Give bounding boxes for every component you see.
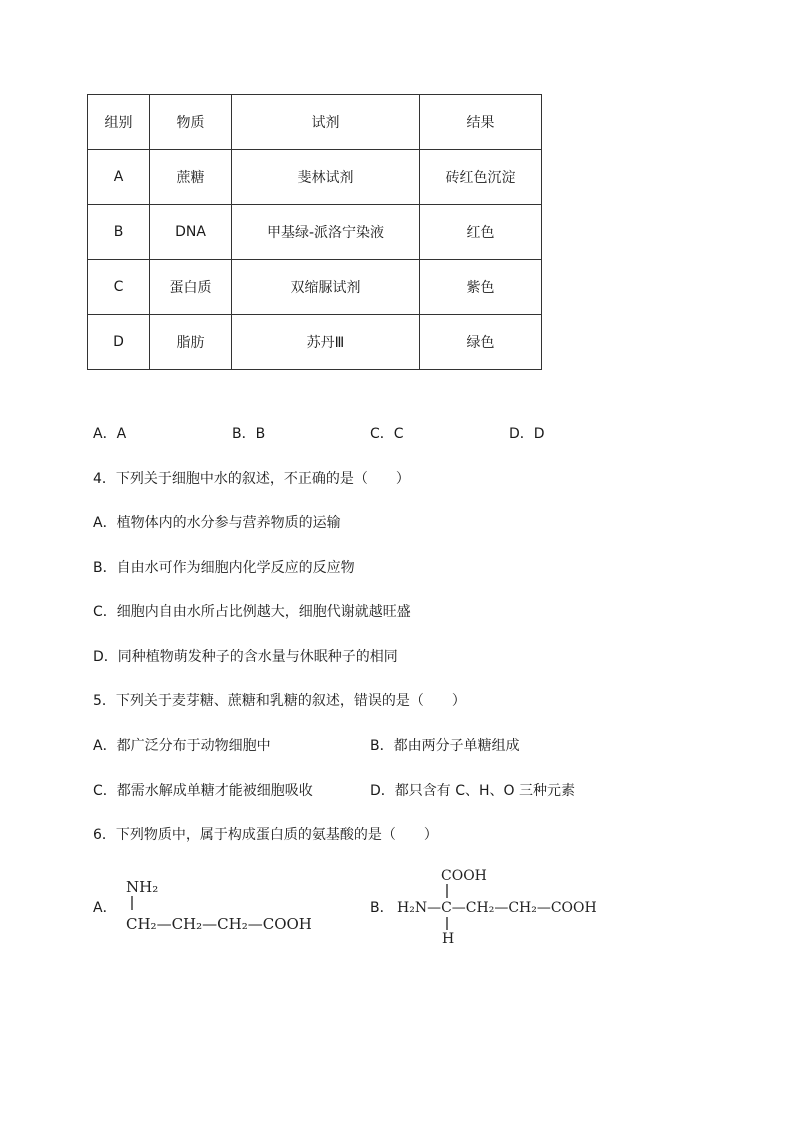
table-cell: DNA — [150, 205, 232, 260]
header-cell-substance: 物质 — [150, 95, 232, 150]
table-cell: 蔗糖 — [150, 150, 232, 205]
table-cell: 双缩脲试剂 — [232, 260, 420, 315]
formula-b — [395, 864, 610, 946]
experiment-table — [87, 94, 542, 370]
table-cell: 红色 — [420, 205, 542, 260]
table-row — [88, 205, 542, 260]
q5-option-c[interactable]: C．都需水解成单糖才能被细胞吸收 — [93, 783, 313, 799]
header-cell-result: 结果 — [420, 95, 542, 150]
q3-option-c[interactable]: C．C — [370, 426, 404, 442]
table-cell: 脂肪 — [150, 315, 232, 370]
table-header-row — [88, 95, 542, 150]
table-cell: C — [88, 260, 150, 315]
table-cell: 绿色 — [420, 315, 542, 370]
table-row — [88, 315, 542, 370]
table-cell: A — [88, 150, 150, 205]
q6-option-a-label[interactable]: A． — [93, 900, 117, 916]
q4-option-b[interactable]: B．自由水可作为细胞内化学反应的反应物 — [93, 560, 355, 576]
table-cell: D — [88, 315, 150, 370]
q6-stem: 6．下列物质中，属于构成蛋白质的氨基酸的是（ ） — [93, 827, 438, 843]
table-row — [88, 260, 542, 315]
formula-a-nh2: NH₂ — [126, 878, 159, 896]
formula-b-top: COOH — [441, 868, 487, 884]
formula-b-bottom: H — [442, 931, 455, 946]
table-cell: 苏丹Ⅲ — [232, 315, 420, 370]
formula-a — [120, 872, 350, 942]
q5-option-d[interactable]: D．都只含有 C、H、O 三种元素 — [370, 783, 576, 799]
table-cell: B — [88, 205, 150, 260]
table-cell: 甲基绿-派洛宁染液 — [232, 205, 420, 260]
q5-option-a[interactable]: A．都广泛分布于动物细胞中 — [93, 738, 271, 754]
table-cell: 斐林试剂 — [232, 150, 420, 205]
q3-option-d[interactable]: D．D — [509, 426, 545, 442]
table-cell: 砖红色沉淀 — [420, 150, 542, 205]
table-cell: 紫色 — [420, 260, 542, 315]
header-cell-group: 组别 — [88, 95, 150, 150]
q3-option-a[interactable]: A．A — [93, 426, 127, 442]
q4-option-d[interactable]: D．同种植物萌发种子的含水量与休眠种子的相同 — [93, 649, 398, 665]
q3-option-b[interactable]: B．B — [232, 426, 266, 442]
header-cell-reagent: 试剂 — [232, 95, 420, 150]
q5-stem: 5．下列关于麦芽糖、蔗糖和乳糖的叙述，错误的是（ ） — [93, 693, 466, 709]
q5-option-b[interactable]: B．都由两分子单糖组成 — [370, 738, 520, 754]
q4-stem: 4．下列关于细胞中水的叙述，不正确的是（ ） — [93, 471, 410, 487]
q6-option-b-label[interactable]: B． — [370, 900, 394, 916]
q4-option-c[interactable]: C．细胞内自由水所占比例越大，细胞代谢就越旺盛 — [93, 604, 411, 620]
formula-a-chain: CH₂—CH₂—CH₂—COOH — [126, 915, 312, 933]
formula-b-main: H₂N—C—CH₂—CH₂—COOH — [397, 900, 597, 916]
table-cell: 蛋白质 — [150, 260, 232, 315]
q4-option-a[interactable]: A．植物体内的水分参与营养物质的运输 — [93, 515, 341, 531]
table-row — [88, 150, 542, 205]
